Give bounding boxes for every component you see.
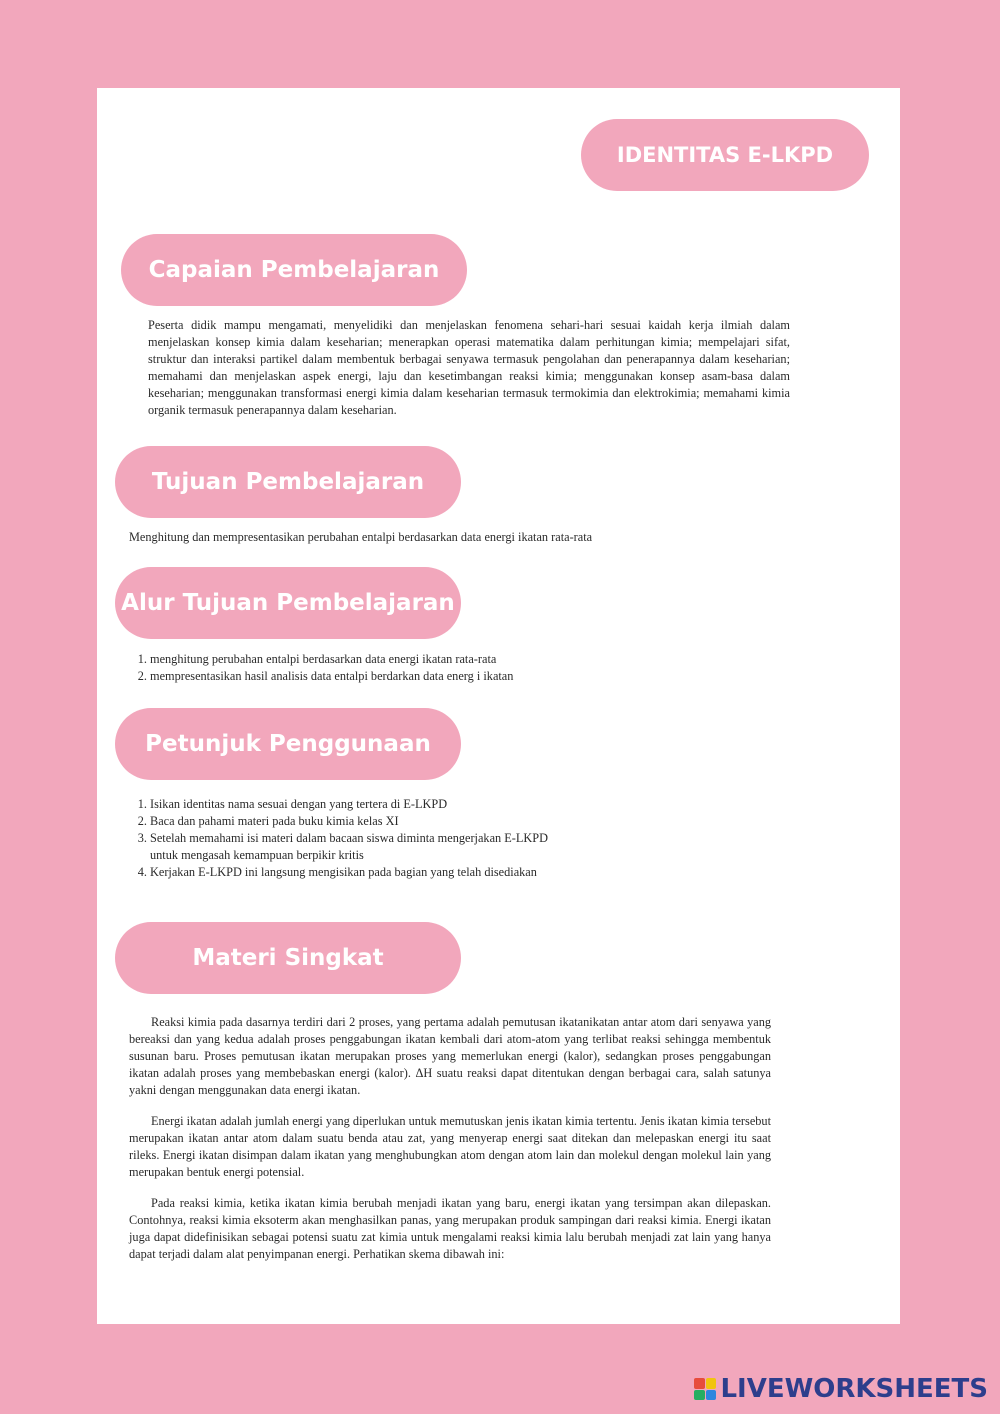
materi-paragraph: Pada reaksi kimia, ketika ikatan kimia berubah menjadi ikatan yang baru, energi ikatan yang tersimpan akan dilepaskan. Contohnya, reaksi kimia eksoterm akan menghasilkan panas, yang merupakan produk sampingan dari reaksi kimia. Energi ikatan juga dapat didefinisikan sebagai potensi suatu zat kimia untuk mengalami reaksi kimia lalu berubah menjadi zat lain yang hanya dapat terjadi dalam alat penyimpanan energi. Perhatikan skema dibawah ini: — [129, 1196, 771, 1261]
section-title-alur: Alur Tujuan Pembelajaran — [115, 567, 461, 639]
brand-name: LIVEWORKSHEETS — [720, 1374, 988, 1404]
list-item: 2. mempresentasikan hasil analisis data entalpi berdarkan data energ i ikatan — [150, 668, 570, 685]
liveworksheets-footer[interactable] — [694, 1374, 988, 1404]
alur-list — [130, 651, 570, 685]
materi-paragraph: Reaksi kimia pada dasarnya terdiri dari 2 proses, yang pertama adalah pemutusan ikatanikatan antar atom dari senyawa yang bereaksi dan yang kedua adalah proses penggabungan ikatan kembali dari atom-atom yang terlibat reaksi sehingga membentuk susunan baru. Proses pemutusan ikatan merupakan proses yang memerlukan energi (kalor), sedangkan proses penggabungan ikatan adalah proses yang membebaskan energi (kalor). ΔH suatu reaksi dapat ditentukan dengan berbagai cara, salah satunya yakni dengan menggunakan data energi ikatan. — [129, 1015, 771, 1097]
section-title-tujuan: Tujuan Pembelajaran — [115, 446, 461, 518]
list-item: 1. menghitung perubahan entalpi berdasarkan data energi ikatan rata-rata — [150, 651, 570, 668]
tujuan-body: Menghitung dan mempresentasikan perubahan entalpi berdasarkan data energi ikatan rata-rata — [129, 530, 593, 544]
capaian-body: Peserta didik mampu mengamati, menyelidiki dan menjelaskan fenomena sehari-hari sesuai kaidah kerja ilmiah dalam menjelaskan konsep kimia dalam keseharian; menerapkan operasi matematika dalam perhitungan kimia; mempelajari sifat, struktur dan interaksi partikel dalam membentuk berbagai senyawa termasuk pengolahan dan penerapannya dalam keseharian; memahami dan menjelaskan aspek energi, laju dan kesetimbangan reaksi kimia; menggunakan konsep asam-basa dalam keseharian; menggunakan transformasi energi kimia dalam keseharian termasuk termokimia dan elektrokimia; memahami kimia organik termasuk penerapannya dalam keseharian. — [148, 318, 790, 417]
identity-badge: IDENTITAS E-LKPD — [581, 119, 869, 191]
section-title-capaian: Capaian Pembelajaran — [121, 234, 467, 306]
list-item: 2. Baca dan pahami materi pada buku kimia kelas XI — [150, 813, 548, 830]
list-item: 4. Kerjakan E-LKPD ini langsung mengisikan pada bagian yang telah disediakan — [150, 864, 548, 881]
petunjuk-list — [130, 796, 548, 881]
section-title-materi: Materi Singkat — [115, 922, 461, 994]
section-title-petunjuk: Petunjuk Penggunaan — [115, 708, 461, 780]
list-item: 3. Setelah memahami isi materi dalam bacaan siswa diminta mengerjakan E-LKPD untuk mengasah kemampuan berpikir kritis — [150, 830, 548, 864]
materi-body — [129, 1014, 771, 1277]
materi-paragraph: Energi ikatan adalah jumlah energi yang diperlukan untuk memutuskan jenis ikatan kimia tertentu. Jenis ikatan kimia tersebut merupakan ikatan antar atom dalam suatu benda atau zat, yang menyerap energi saat ditekan dan melepaskan energi itu saat rileks. Energi ikatan disimpan dalam ikatan yang menghubungkan atom dengan atom lain dan molekul dengan molekul lain yang merupakan bentuk energi potensial. — [129, 1114, 771, 1179]
liveworksheets-logo-icon — [694, 1378, 716, 1400]
list-item: 1. Isikan identitas nama sesuai dengan yang tertera di E-LKPD — [150, 796, 548, 813]
worksheet-page — [97, 88, 900, 1324]
